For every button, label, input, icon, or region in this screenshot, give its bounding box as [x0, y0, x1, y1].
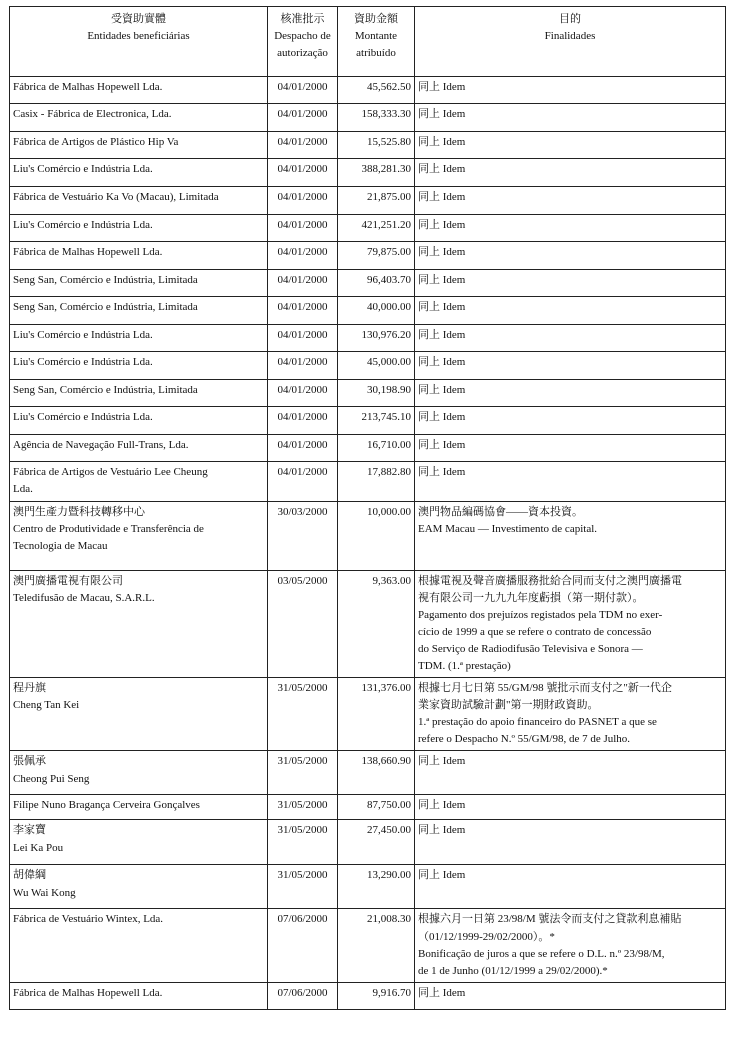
entity-cell: [10, 270, 268, 297]
purpose-cell: [415, 462, 726, 502]
entity-cell: [10, 104, 268, 132]
dispatch-date-cell: 31/05/2000: [268, 820, 338, 865]
table-row: [10, 132, 726, 159]
purpose-cell: [415, 325, 726, 352]
entity-line: Tecnologia de Macau: [13, 540, 108, 553]
amount-cell: 27,450.00: [338, 820, 415, 865]
entity-cell: [10, 352, 268, 380]
entity-cell: [10, 187, 268, 215]
dispatch-date-cell: 31/05/2000: [268, 795, 338, 820]
table-row: [10, 352, 726, 380]
purpose-line: （01/12/1999-29/02/2000）。*: [418, 930, 555, 943]
entity-cell: [10, 159, 268, 187]
purpose-line: Pagamento dos prejuízos registados pela TDM no exer-: [418, 609, 663, 622]
purpose-cell: [415, 352, 726, 380]
purpose-cell: [415, 77, 726, 104]
amount-cell: 388,281.30: [338, 159, 415, 187]
amount-cell: 45,000.00: [338, 352, 415, 380]
table-row: [10, 462, 726, 502]
dispatch-date-cell: 07/06/2000: [268, 982, 338, 1009]
entity-line: Filipe Nuno Bragança Cerveira Gonçalves: [13, 799, 200, 812]
dispatch-date-cell: 31/05/2000: [268, 865, 338, 909]
purpose-line: EAM Macau — Investimento de capital.: [418, 523, 598, 536]
table-header-row: [10, 7, 726, 77]
table-row: [10, 909, 726, 982]
dispatch-date-cell: 04/01/2000: [268, 270, 338, 297]
purpose-line: 同上 Idem: [418, 466, 466, 478]
entity-line: Fábrica de Artigos de Plástico Hip Va: [13, 136, 179, 148]
purpose-line: 同上 Idem: [418, 439, 466, 451]
amount-cell: 45,562.50: [338, 77, 415, 104]
dispatch-date-cell: 04/01/2000: [268, 352, 338, 380]
purpose-line: do Serviço de Radiodifusão Televisiva e Sonora —: [418, 643, 643, 656]
entity-line: Lda.: [13, 483, 33, 496]
purpose-cell: [415, 270, 726, 297]
purpose-cell: [415, 865, 726, 909]
purpose-cell: [415, 132, 726, 159]
table-row: [10, 982, 726, 1009]
table-body: [10, 77, 726, 1010]
entity-line: Wu Wai Kong: [13, 886, 76, 899]
entity-line: Fábrica de Vestuário Wintex, Lda.: [13, 913, 164, 926]
header-entity: 受資助實體 Entidades beneficiárias: [10, 7, 268, 77]
entity-line: Seng San, Comércio e Indústria, Limitada: [13, 274, 198, 286]
amount-cell: 17,882.80: [338, 462, 415, 502]
purpose-cell: [415, 187, 726, 215]
purpose-line: 根據六月一日第 23/98/M 號法令而支付之貸款利息補貼: [418, 913, 682, 926]
dispatch-date-cell: 30/03/2000: [268, 502, 338, 571]
purpose-line: TDM. (1.ª prestação): [418, 660, 511, 673]
amount-cell: 16,710.00: [338, 435, 415, 462]
entity-line: Seng San, Comércio e Indústria, Limitada: [13, 301, 198, 313]
purpose-cell: [415, 795, 726, 820]
entity-cell: [10, 77, 268, 104]
purpose-line: 同上 Idem: [418, 274, 466, 286]
amount-cell: 13,290.00: [338, 865, 415, 909]
amount-cell: 9,916.70: [338, 982, 415, 1009]
table-row: [10, 795, 726, 820]
amount-cell: 158,333.30: [338, 104, 415, 132]
purpose-cell: [415, 502, 726, 571]
entity-cell: [10, 751, 268, 795]
dispatch-date-cell: 04/01/2000: [268, 242, 338, 270]
amount-cell: 10,000.00: [338, 502, 415, 571]
purpose-line: 同上 Idem: [418, 163, 466, 175]
purpose-cell: [415, 159, 726, 187]
entity-cell: [10, 502, 268, 571]
table-row: [10, 325, 726, 352]
entity-cell: [10, 865, 268, 909]
entity-line: Liu's Comércio e Indústria Lda.: [13, 163, 153, 175]
dispatch-date-cell: 07/06/2000: [268, 909, 338, 982]
amount-cell: 40,000.00: [338, 297, 415, 325]
table-row: [10, 865, 726, 909]
purpose-line: 同上 Idem: [418, 301, 466, 313]
purpose-cell: [415, 242, 726, 270]
purpose-line: 同上 Idem: [418, 986, 466, 999]
dispatch-date-cell: 04/01/2000: [268, 435, 338, 462]
amount-cell: 9,363.00: [338, 571, 415, 678]
entity-cell: [10, 297, 268, 325]
purpose-line: 同上 Idem: [418, 799, 466, 812]
purpose-line: 同上 Idem: [418, 136, 466, 148]
purpose-line: 根據七月七日第 55/GM/98 號批示而支付之"新一代企: [418, 682, 672, 695]
dispatch-date-cell: 04/01/2000: [268, 159, 338, 187]
table-row: [10, 407, 726, 435]
purpose-line: cício de 1999 a que se refere o contrato de concessão: [418, 626, 652, 639]
amount-cell: 138,660.90: [338, 751, 415, 795]
purpose-cell: [415, 104, 726, 132]
entity-cell: [10, 820, 268, 865]
table-row: [10, 678, 726, 751]
entity-cell: [10, 795, 268, 820]
dispatch-date-cell: 04/01/2000: [268, 132, 338, 159]
purpose-line: 業家資助試驗計劃"第一期財政資助。: [418, 699, 599, 712]
entity-line: Teledifusão de Macau, S.A.R.L.: [13, 592, 155, 605]
dispatch-date-cell: 04/01/2000: [268, 407, 338, 435]
purpose-cell: [415, 571, 726, 678]
purpose-line: 澳門物品編碼協會——資本投資。: [418, 506, 583, 518]
table-row: [10, 77, 726, 104]
entity-line: Fábrica de Malhas Hopewell Lda.: [13, 986, 163, 999]
entity-line: Casix - Fábrica de Electronica, Lda.: [13, 108, 172, 120]
table-row: [10, 242, 726, 270]
entity-line: Cheong Pui Seng: [13, 772, 90, 785]
dispatch-date-cell: 04/01/2000: [268, 380, 338, 407]
amount-cell: 130,976.20: [338, 325, 415, 352]
entity-line: Agência de Navegação Full-Trans, Lda.: [13, 439, 189, 451]
dispatch-date-cell: 04/01/2000: [268, 187, 338, 215]
purpose-line: 根據電視及聲音廣播服務批給合同而支付之澳門廣播電: [418, 575, 682, 587]
entity-cell: [10, 909, 268, 982]
purpose-line: 同上 Idem: [418, 755, 466, 768]
purpose-cell: [415, 380, 726, 407]
dispatch-date-cell: 04/01/2000: [268, 215, 338, 242]
table-row: [10, 502, 726, 571]
purpose-line: 同上 Idem: [418, 824, 466, 837]
entity-cell: [10, 407, 268, 435]
dispatch-date-cell: 31/05/2000: [268, 751, 338, 795]
entity-line: Centro de Produtividade e Transferência de: [13, 523, 204, 536]
amount-cell: 21,008.30: [338, 909, 415, 982]
entity-line: Fábrica de Malhas Hopewell Lda.: [13, 81, 163, 93]
table-row: [10, 751, 726, 795]
entity-line: Seng San, Comércio e Indústria, Limitada: [13, 384, 198, 396]
entity-line: Liu's Comércio e Indústria Lda.: [13, 356, 153, 368]
entity-cell: [10, 242, 268, 270]
entity-cell: [10, 462, 268, 502]
purpose-cell: [415, 407, 726, 435]
amount-cell: 96,403.70: [338, 270, 415, 297]
purpose-line: 同上 Idem: [418, 869, 466, 882]
entity-line: 程丹旗: [13, 682, 46, 695]
table-row: [10, 270, 726, 297]
grants-table: [9, 6, 726, 1010]
entity-cell: [10, 435, 268, 462]
entity-line: 李家寶: [13, 824, 46, 837]
amount-cell: 421,251.20: [338, 215, 415, 242]
table-row: [10, 104, 726, 132]
purpose-line: 同上 Idem: [418, 329, 466, 341]
purpose-cell: [415, 909, 726, 982]
table-row: [10, 159, 726, 187]
purpose-line: 同上 Idem: [418, 411, 466, 423]
table-row: [10, 380, 726, 407]
entity-line: Liu's Comércio e Indústria Lda.: [13, 219, 153, 231]
entity-line: Fábrica de Malhas Hopewell Lda.: [13, 246, 163, 258]
entity-cell: [10, 215, 268, 242]
entity-cell: [10, 678, 268, 751]
entity-line: Cheng Tan Kei: [13, 699, 80, 712]
entity-line: Lei Ka Pou: [13, 841, 64, 854]
purpose-line: 同上 Idem: [418, 191, 466, 203]
table-row: [10, 435, 726, 462]
amount-cell: 131,376.00: [338, 678, 415, 751]
purpose-cell: [415, 215, 726, 242]
dispatch-date-cell: 04/01/2000: [268, 325, 338, 352]
table-row: [10, 820, 726, 865]
amount-cell: 21,875.00: [338, 187, 415, 215]
amount-cell: 15,525.80: [338, 132, 415, 159]
table-row: [10, 297, 726, 325]
header-amount: 資助金額 Montante atribuído: [338, 7, 415, 77]
entity-cell: [10, 380, 268, 407]
dispatch-date-cell: 04/01/2000: [268, 104, 338, 132]
purpose-line: 同上 Idem: [418, 246, 466, 258]
purpose-cell: [415, 678, 726, 751]
amount-cell: 79,875.00: [338, 242, 415, 270]
purpose-line: refere o Despacho N.º 55/GM/98, de 7 de Julho.: [418, 733, 631, 746]
table-row: [10, 215, 726, 242]
entity-line: 張佩承: [13, 755, 46, 768]
dispatch-date-cell: 04/01/2000: [268, 77, 338, 104]
header-dispatch: 核准批示 Despacho de autorização: [268, 7, 338, 77]
purpose-line: 視有限公司一九九九年度虧損（第一期付款）。: [418, 592, 644, 605]
purpose-line: 同上 Idem: [418, 384, 466, 396]
entity-line: Fábrica de Vestuário Ka Vo (Macau), Limitada: [13, 191, 219, 203]
table-row: [10, 187, 726, 215]
purpose-cell: [415, 297, 726, 325]
amount-cell: 87,750.00: [338, 795, 415, 820]
amount-cell: 30,198.90: [338, 380, 415, 407]
entity-cell: [10, 982, 268, 1009]
purpose-line: 1.ª prestação do apoio financeiro do PASNET a que se: [418, 716, 657, 729]
dispatch-date-cell: 04/01/2000: [268, 297, 338, 325]
entity-line: Fábrica de Artigos de Vestuário Lee Cheung: [13, 466, 208, 478]
entity-cell: [10, 571, 268, 678]
purpose-line: de 1 de Junho (01/12/1999 a 29/02/2000).*: [418, 964, 608, 977]
purpose-line: 同上 Idem: [418, 81, 466, 93]
dispatch-date-cell: 04/01/2000: [268, 462, 338, 502]
entity-line: Liu's Comércio e Indústria Lda.: [13, 411, 153, 423]
table-row: [10, 571, 726, 678]
purpose-cell: [415, 982, 726, 1009]
amount-cell: 213,745.10: [338, 407, 415, 435]
purpose-line: 同上 Idem: [418, 108, 466, 120]
entity-line: 澳門廣播電視有限公司: [13, 575, 123, 587]
purpose-line: 同上 Idem: [418, 219, 466, 231]
entity-line: 胡偉綱: [13, 869, 46, 882]
purpose-cell: [415, 435, 726, 462]
entity-cell: [10, 132, 268, 159]
dispatch-date-cell: 03/05/2000: [268, 571, 338, 678]
entity-line: Liu's Comércio e Indústria Lda.: [13, 329, 153, 341]
purpose-cell: [415, 751, 726, 795]
dispatch-date-cell: 31/05/2000: [268, 678, 338, 751]
entity-line: 澳門生產力暨科技轉移中心: [13, 506, 145, 518]
purpose-line: Bonificação de juros a que se refere o D.L. n.º 23/98/M,: [418, 947, 665, 960]
entity-cell: [10, 325, 268, 352]
purpose-cell: [415, 820, 726, 865]
purpose-line: 同上 Idem: [418, 356, 466, 368]
header-purpose: 目的 Finalidades: [415, 7, 726, 77]
